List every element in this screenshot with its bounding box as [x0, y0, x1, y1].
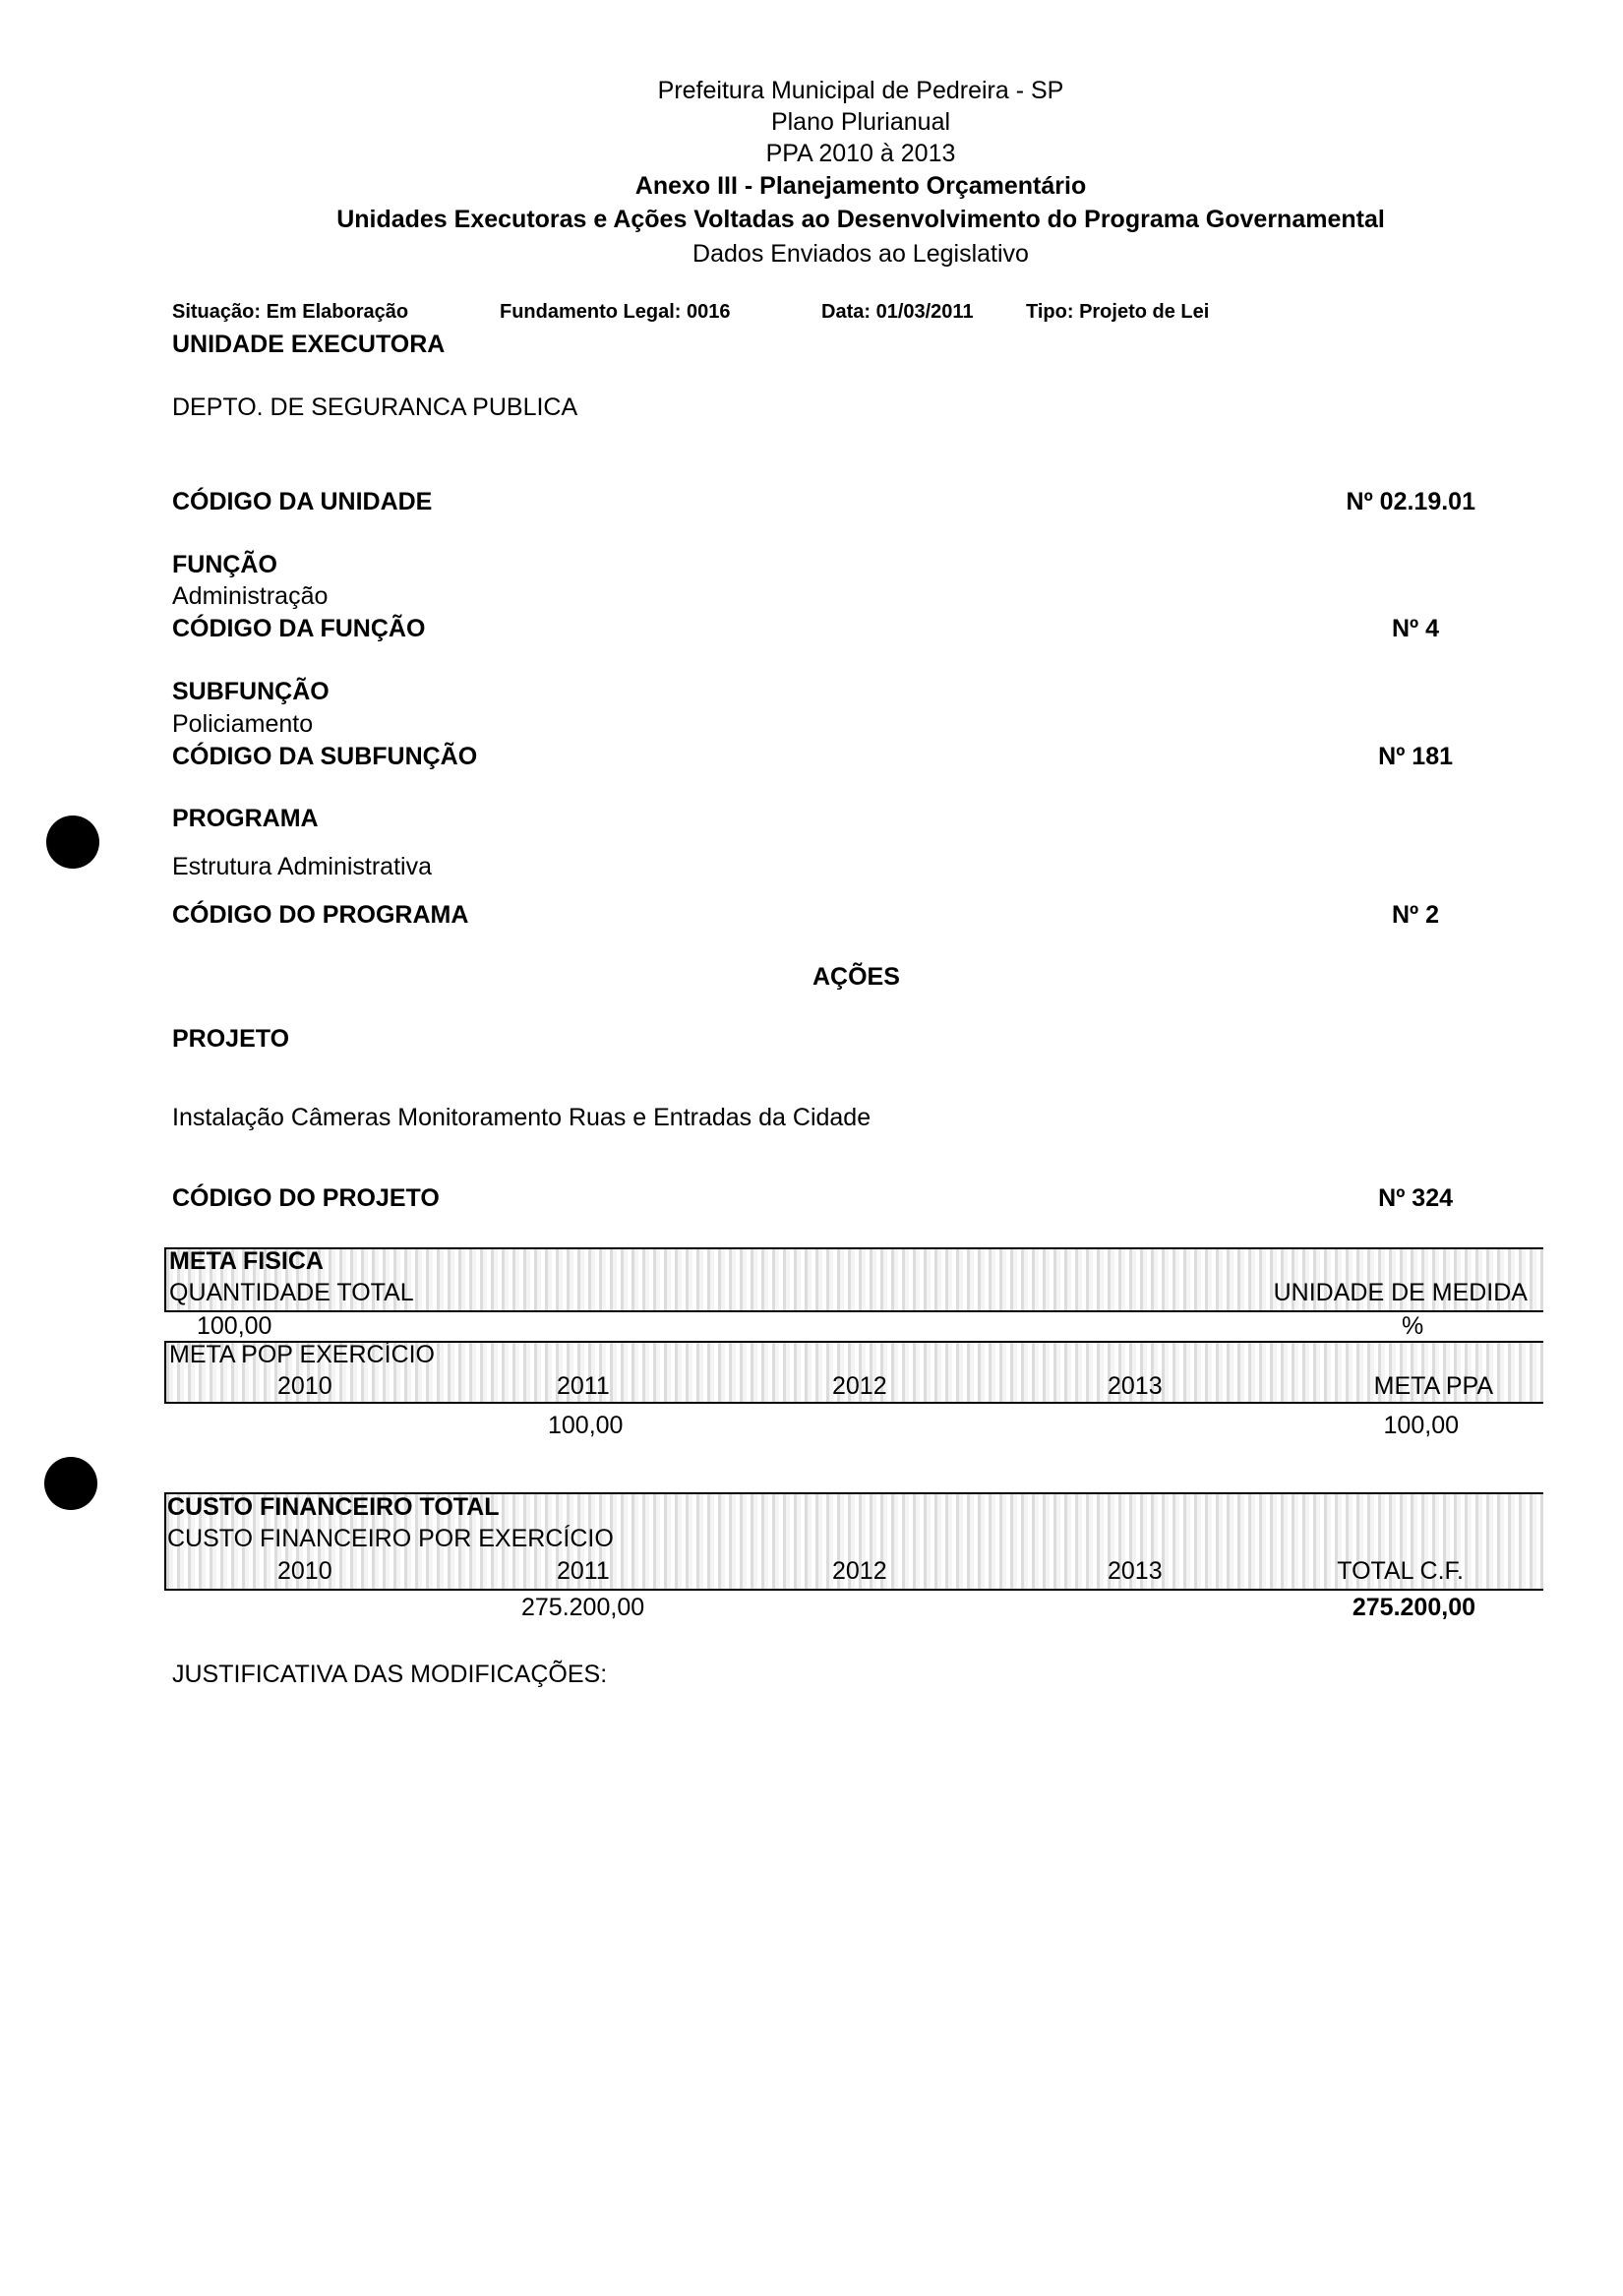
quantidade-total-label: QUANTIDADE TOTAL — [169, 1279, 414, 1306]
custo-por-exercicio-label: CUSTO FINANCEIRO POR EXERCÍCIO — [167, 1525, 614, 1552]
unidade-medida-label: UNIDADE DE MEDIDA — [1273, 1279, 1528, 1306]
custo-total-title: CUSTO FINANCEIRO TOTAL — [167, 1493, 500, 1521]
meta-year-2010: 2010 — [277, 1372, 332, 1400]
unidade-executora-value: DEPTO. DE SEGURANCA PUBLICA — [172, 393, 578, 421]
meta-value-2011: 100,00 — [548, 1412, 624, 1439]
fundamento-legal: Fundamento Legal: 0016 — [500, 301, 731, 323]
punch-hole-bottom — [44, 1457, 97, 1510]
header-line-2: Plano Plurianual — [770, 108, 951, 136]
codigo-unidade-label: CÓDIGO DA UNIDADE — [172, 488, 433, 515]
meta-year-2011: 2011 — [557, 1372, 610, 1400]
meta-ppa-value: 100,00 — [1383, 1412, 1459, 1439]
codigo-subfuncao-label: CÓDIGO DA SUBFUNÇÃO — [172, 743, 478, 770]
codigo-projeto-label: CÓDIGO DO PROJETO — [172, 1184, 440, 1212]
projeto-label: PROJETO — [172, 1025, 290, 1053]
header-line-6: Dados Enviados ao Legislativo — [692, 240, 1029, 268]
unidade-medida-value: % — [1402, 1312, 1424, 1340]
header-line-5: Unidades Executoras e Ações Voltadas ao Desenvolvimento do Programa Governamental — [336, 206, 1385, 233]
meta-pop-title: META POP EXERCÍCIO — [169, 1341, 435, 1368]
subfuncao-value: Policiamento — [172, 710, 314, 738]
custo-year-2010: 2010 — [277, 1557, 332, 1585]
unidade-executora-label: UNIDADE EXECUTORA — [172, 331, 446, 358]
funcao-value: Administração — [172, 582, 329, 610]
data: Data: 01/03/2011 — [821, 301, 974, 323]
meta-year-2013: 2013 — [1108, 1372, 1163, 1400]
codigo-projeto-value: Nº 324 — [1378, 1184, 1453, 1212]
meta-ppa-label: META PPA — [1373, 1372, 1493, 1400]
codigo-subfuncao-value: Nº 181 — [1378, 743, 1453, 770]
header-line-3: PPA 2010 à 2013 — [765, 140, 956, 167]
header-line-4: Anexo III - Planejamento Orçamentário — [634, 172, 1087, 200]
meta-fisica-title: META FISICA — [169, 1247, 324, 1275]
quantidade-total-value: 100,00 — [197, 1312, 272, 1340]
custo-year-2012: 2012 — [832, 1557, 887, 1585]
programa-label: PROGRAMA — [172, 805, 319, 832]
codigo-unidade-value: Nº 02.19.01 — [1346, 488, 1475, 515]
punch-hole-top — [46, 816, 99, 869]
programa-value: Estrutura Administrativa — [172, 853, 432, 880]
total-cf-label: TOTAL C.F. — [1337, 1557, 1464, 1585]
tipo: Tipo: Projeto de Lei — [1026, 301, 1210, 323]
situacao: Situação: Em Elaboração — [172, 301, 409, 323]
custo-value-2011: 275.200,00 — [521, 1594, 645, 1621]
projeto-value: Instalação Câmeras Monitoramento Ruas e Entradas da Cidade — [172, 1104, 872, 1131]
header-line-1: Prefeitura Municipal de Pedreira - SP — [657, 77, 1064, 104]
justificativa-label: JUSTIFICATIVA DAS MODIFICAÇÕES: — [172, 1661, 608, 1688]
subfuncao-label: SUBFUNÇÃO — [172, 678, 330, 705]
total-cf-value: 275.200,00 — [1352, 1594, 1475, 1621]
custo-year-2011: 2011 — [557, 1557, 610, 1585]
codigo-funcao-value: Nº 4 — [1391, 615, 1439, 642]
codigo-funcao-label: CÓDIGO DA FUNÇÃO — [172, 615, 426, 642]
codigo-programa-label: CÓDIGO DO PROGRAMA — [172, 901, 469, 929]
funcao-label: FUNÇÃO — [172, 551, 277, 578]
custo-year-2013: 2013 — [1108, 1557, 1163, 1585]
codigo-programa-value: Nº 2 — [1391, 901, 1439, 929]
meta-year-2012: 2012 — [832, 1372, 887, 1400]
acoes-title: AÇÕES — [812, 963, 900, 991]
